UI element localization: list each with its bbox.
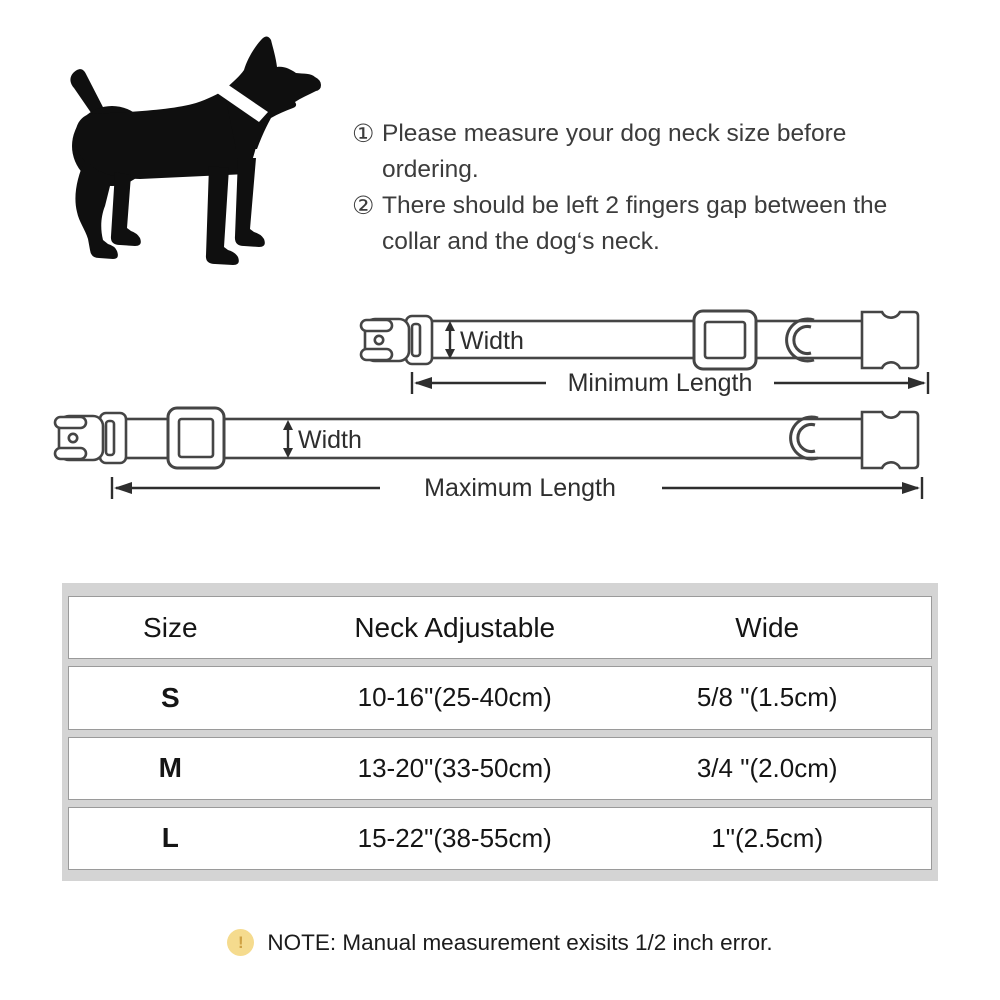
side-release-buckle-icon (55, 413, 126, 463)
note (0, 929, 1000, 956)
column-header-size: Size (143, 611, 198, 643)
neck-value: 10-16"(25-40cm) (357, 682, 552, 713)
instruction-2 (352, 188, 942, 260)
table-row-l (68, 807, 932, 870)
min-length-label: Minimum Length (567, 369, 753, 397)
clip-buckle-icon (862, 412, 918, 468)
tri-glide-slider-icon (694, 311, 756, 369)
instruction-2-text (382, 188, 942, 260)
side-release-buckle-icon (361, 316, 432, 364)
collar-diagram-min (350, 295, 935, 403)
collar-strap (122, 419, 867, 458)
size-value: L (161, 822, 179, 854)
clip-buckle-icon (862, 312, 918, 368)
exclamation-icon (227, 929, 254, 956)
instruction-2-number: ② (352, 192, 375, 220)
neck-value: 13-20"(33-50cm) (357, 752, 552, 783)
exclamation-glyph: ! (238, 932, 244, 952)
tri-glide-slider-icon (168, 408, 224, 468)
column-header-wide: Wide (735, 611, 800, 643)
dog-silhouette-icon (40, 10, 340, 290)
wide-value: 3/4 "(2.0cm) (696, 752, 838, 783)
instruction-1 (352, 116, 942, 188)
note-text: NOTE: Manual measurement exisits 1/2 inch error. (267, 929, 773, 955)
size-table (62, 583, 938, 881)
collar-diagram-max (50, 400, 935, 510)
wide-value: 1"(2.5cm) (711, 822, 824, 853)
size-value: S (160, 681, 180, 713)
neck-value: 15-22"(38-55cm) (357, 822, 552, 853)
table-row-m (68, 737, 932, 800)
max-length-label: Maximum Length (424, 474, 616, 502)
instruction-1-text: Please measure your dog neck size before ordering. (382, 120, 847, 183)
instruction-1-number: ① (352, 120, 375, 148)
instruction-2-line2: collar and the dog‘s neck. (382, 228, 660, 255)
table-header-row (68, 596, 932, 659)
size-value: M (158, 752, 182, 784)
column-header-neck: Neck Adjustable (354, 611, 556, 643)
width-label-max: Width (298, 426, 362, 454)
wide-value: 5/8 "(1.5cm) (696, 682, 838, 713)
instruction-2-line1: There should be left 2 fingers gap between the (382, 192, 888, 219)
width-label-min: Width (460, 327, 524, 355)
instructions (352, 116, 942, 260)
table-row-s (68, 666, 932, 729)
